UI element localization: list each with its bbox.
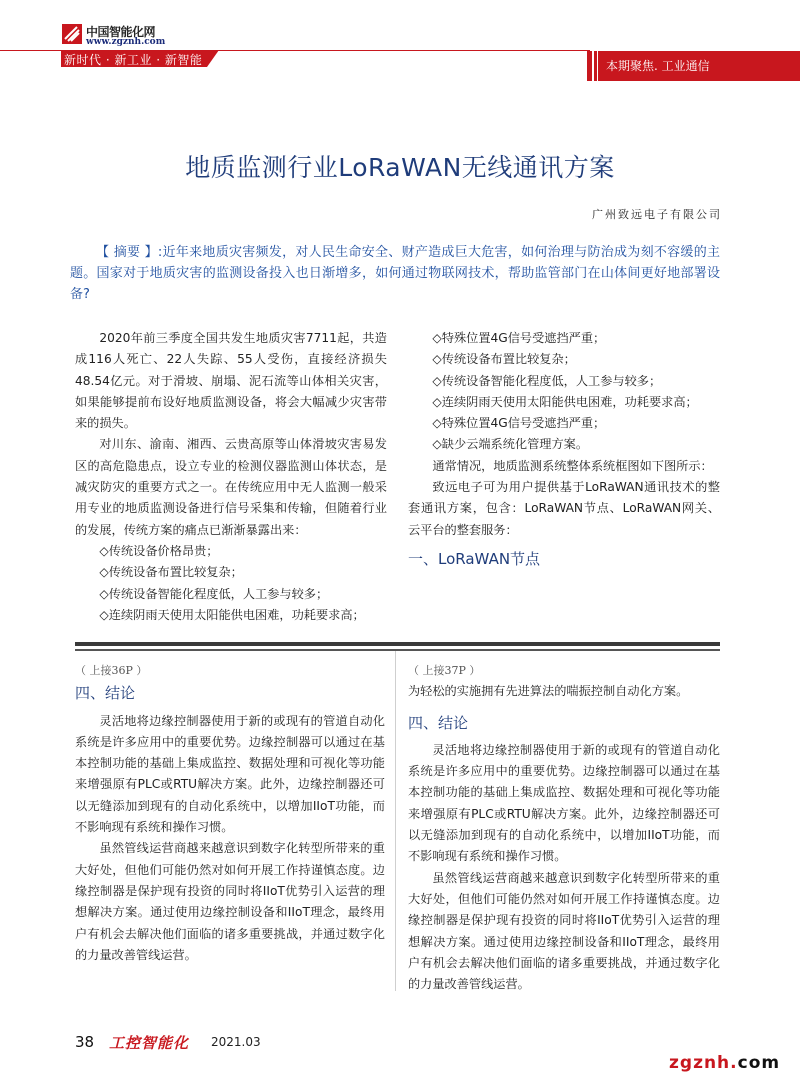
logo-name: 中国智能化网 <box>86 25 156 39</box>
bullet-item: ◇连续阴雨天使用太阳能供电困难，功耗要求高； <box>99 607 365 622</box>
magazine-name: 工控智能化 <box>109 1034 190 1052</box>
logo-icon <box>62 24 82 44</box>
section-label: 本期聚焦. 工业通信 <box>606 59 710 73</box>
body-column-left <box>75 328 387 626</box>
bullet-item: ◇传统设备智能化程度低，人工参与较多； <box>99 586 329 601</box>
continued-column-left <box>75 660 385 966</box>
article-author: 广州致远电子有限公司 <box>592 208 722 221</box>
paragraph: 通常情况，地质监测系统整体系统框图如下图所示： <box>432 458 713 473</box>
continued-column-right <box>408 660 720 995</box>
brand-part: com <box>737 1053 781 1073</box>
separator-thin <box>75 649 720 651</box>
section-heading: 四、结论 <box>75 684 136 703</box>
bullet-item: ◇传统设备布置比较复杂； <box>99 565 243 580</box>
bullet-item: ◇特殊位置4G信号受遮挡严重； <box>432 416 606 431</box>
bullet-item: ◇缺少云端系统化管理方案。 <box>432 437 589 452</box>
section-heading: 一、LoRaWAN节点 <box>408 549 541 568</box>
article-title: 地质监测行业LoRaWAN无线通讯方案 <box>185 153 615 182</box>
continuation-note: （ 上接37P ） <box>408 664 481 677</box>
section-heading: 四、结论 <box>408 713 469 732</box>
paragraph: 灵活地将边缘控制器使用于新的或现有的管道自动化系统是许多应用中的重要优势。边缘控制器可以通过在基本控制功能的基础上集成监控、数据处理和可视化等功能来增强原有PLC或RTU解决方案。此外，边缘控制器还可以无缝添加到现有的自动化系统中，以增加IIoT功能，而不影响现有系统和操作习惯。 <box>75 713 385 835</box>
paragraph: 虽然管线运营商越来越意识到数字化转型所带来的重大好处，但他们可能仍然对如何开展工作持谨慎态度。边缘控制器是保护现有投资的同时将IIoT优势引入运营的理想解决方案。通过使用边缘控制设备和IIoT理念，最终用户有机会去解决他们面临的诸多重要挑战，并通过数字化的力量改善管线运营。 <box>408 870 720 992</box>
paragraph: 虽然管线运营商越来越意识到数字化转型所带来的重大好处，但他们可能仍然对如何开展工作持谨慎态度。边缘控制器是保护现有投资的同时将IIoT优势引入运营的理想解决方案。通过使用边缘控制设备和IIoT理念，最终用户有机会去解决他们面临的诸多重要挑战，并通过数字化的力量改善管线运营。 <box>75 841 385 962</box>
bullet-item: ◇传统设备价格昂贵； <box>99 543 219 558</box>
logo-url[interactable]: www.zgznh.com <box>86 37 166 47</box>
abstract-label: 【 摘要 】: <box>96 245 163 260</box>
continuation-note: （ 上接36P ） <box>75 664 148 677</box>
paragraph: 2020年前三季度全国共发生地质灾害7711起，共造成116人死亡、22人失踪、55人受伤，直接经济损失48.54亿元。对于滑坡、崩塌、泥石流等山体相关灾害，如果能够提前布设好地质监测设备，将会大幅减少灾害带来的损失。 <box>75 331 387 431</box>
article-abstract <box>70 242 720 305</box>
paragraph: 为轻松的实施拥有先进算法的喘振控制自动化方案。 <box>408 684 689 699</box>
bullet-item: ◇连续阴雨天使用太阳能供电困难，功耗要求高； <box>432 394 698 409</box>
page-number: 38 <box>75 1033 95 1051</box>
paragraph: 致远电子可为用户提供基于LoRaWAN通讯技术的整套通讯方案，包含：LoRaWAN节点、LoRaWAN网关、云平台的整套服务： <box>408 480 720 537</box>
separator-thick <box>75 642 720 646</box>
brand-part: zgznh. <box>669 1053 738 1073</box>
section-tab-stripe <box>594 51 597 81</box>
paragraph: 灵活地将边缘控制器使用于新的或现有的管道自动化系统是许多应用中的重要优势。边缘控制器可以通过在基本控制功能的基础上集成监控、数据处理和可视化等功能来增强原有PLC或RTU解决方案。此外，边缘控制器还可以无缝添加到现有的自动化系统中，以增加IIoT功能，而不影响现有系统和操作习惯。 <box>408 742 720 864</box>
bullet-item: ◇传统设备智能化程度低，人工参与较多； <box>432 373 662 388</box>
bullet-item: ◇传统设备布置比较复杂； <box>432 352 576 367</box>
footer-brand[interactable] <box>669 1053 780 1073</box>
section-tab-stripe <box>587 51 592 81</box>
paragraph: 对川东、渝南、湘西、云贵高原等山体滑坡灾害易发区的高危隐患点，设立专业的检测仪器监测山体状态，是减灾防灾的重要方式之一。在传统应用中无人监测一般采用专业的地质监测设备进行信号采集和传输，但随着行业的发展，传统方案的痛点已渐渐暴露出来： <box>75 437 387 537</box>
slogan-text: 新时代 · 新工业 · 新智能 <box>64 53 203 67</box>
column-divider <box>395 651 396 991</box>
abstract-text: 近年来地质灾害频发，对人民生命安全、财产造成巨大危害，如何治理与防治成为刻不容缓的主题。国家对于地质灾害的监测设备投入也日渐增多，如何通过物联网技术，帮助监管部门在山体间更好地部署设备? <box>70 245 720 302</box>
body-column-right <box>408 328 720 570</box>
issue-date: 2021.03 <box>211 1035 261 1049</box>
bullet-item: ◇特殊位置4G信号受遮挡严重； <box>432 331 606 345</box>
